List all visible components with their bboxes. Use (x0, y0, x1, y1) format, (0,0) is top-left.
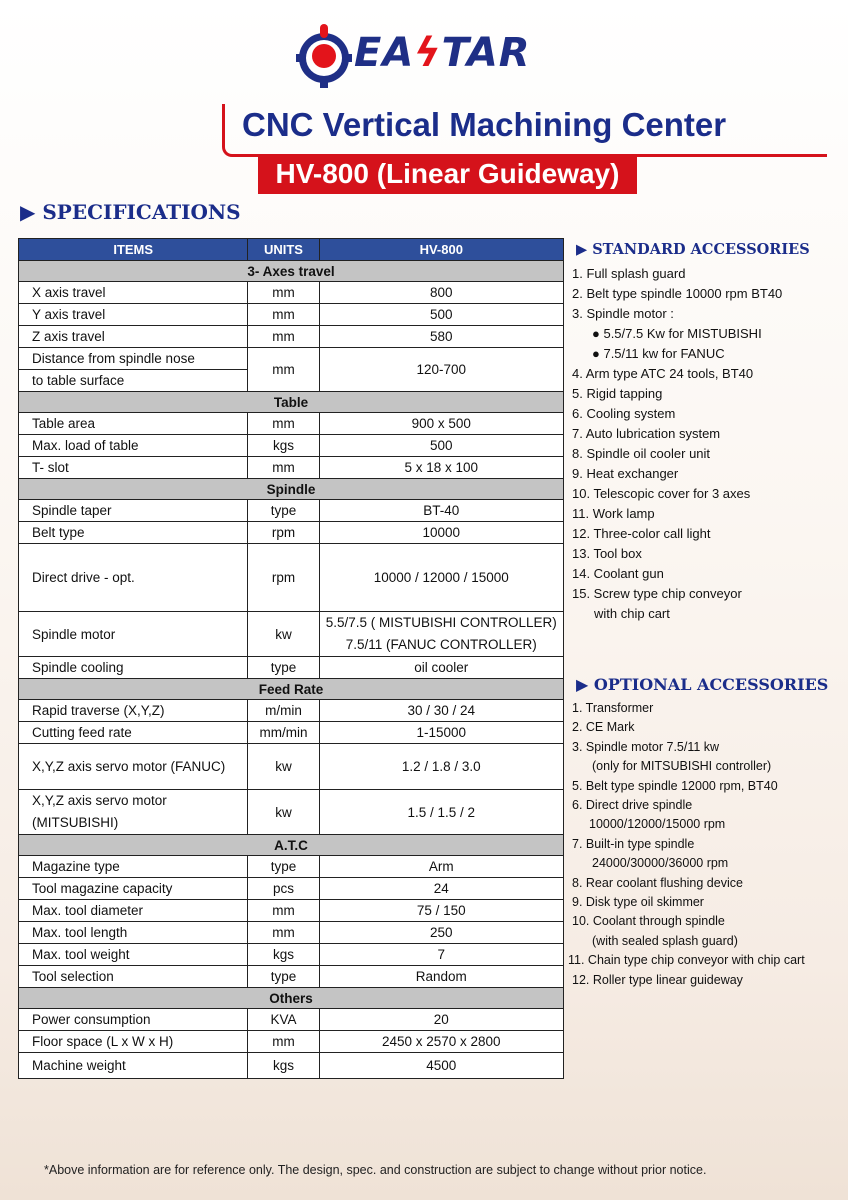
section-row: Table (19, 392, 564, 413)
table-row: Max. tool weight kgs 7 (19, 944, 564, 966)
optional-accessories-list (568, 699, 805, 990)
triangle-bullet-icon: ▶ (576, 675, 594, 694)
list-item: 3. Spindle motor : (572, 306, 674, 321)
table-row: Y axis travel mm 500 (19, 304, 564, 326)
list-item: 10. Coolant through spindle (572, 914, 725, 929)
list-item: (with sealed splash guard) (592, 933, 738, 948)
list-item: 7. Auto lubrication system (572, 426, 721, 441)
section-row: Others (19, 988, 564, 1009)
table-row: Floor space (L x W x H) mm 2450 x 2570 x 2800 (19, 1031, 564, 1053)
section-row: Spindle (19, 479, 564, 500)
table-row: Direct drive - opt. rpm 10000 / 12000 / 15000 (19, 544, 564, 612)
list-item: 5. Belt type spindle 12000 rpm, BT40 (572, 778, 778, 793)
section-row: A.T.C (19, 835, 564, 856)
list-item: 8. Rear coolant flushing device (572, 875, 743, 890)
table-row: Machine weight kgs 4500 (19, 1053, 564, 1079)
table-row: Max. tool diameter mm 75 / 150 (19, 900, 564, 922)
section-row: 3- Axes travel (19, 261, 564, 282)
list-item: 6. Direct drive spindle (572, 798, 693, 813)
logo-text-left: EA (354, 30, 415, 76)
triangle-bullet-icon: ▶ (20, 200, 43, 224)
table-row: Spindle taper type BT-40 (19, 500, 564, 522)
table-row: Belt type rpm 10000 (19, 522, 564, 544)
header-items: ITEMS (19, 239, 248, 261)
table-row: X,Y,Z axis servo motor (MITSUBISHI) kw 1.5 / 1.5 / 2 (19, 790, 564, 835)
table-row: Spindle cooling type oil cooler (19, 657, 564, 679)
table-row: X,Y,Z axis servo motor (FANUC) kw 1.2 / 1.8 / 3.0 (19, 744, 564, 790)
gear-mascot-icon (296, 20, 352, 90)
list-item: 2. CE Mark (572, 720, 635, 735)
table-row: Power consumption KVA 20 (19, 1009, 564, 1031)
list-item: 2. Belt type spindle 10000 rpm BT40 (572, 286, 783, 301)
model-banner: HV-800 (Linear Guideway) (258, 154, 637, 194)
header-units: UNITS (248, 239, 319, 261)
table-row: Spindle motor kw 5.5/7.5 ( MISTUBISHI CONTROLLER) 7.5/11 (FANUC CONTROLLER) (19, 612, 564, 657)
list-item: 3. Spindle motor 7.5/11 kw (572, 739, 720, 754)
specifications-heading: ▶ SPECIFICATIONS (20, 200, 241, 224)
list-item: 10. Telescopic cover for 3 axes (572, 486, 751, 501)
list-item: 9. Heat exchanger (572, 466, 679, 481)
standard-accessories-heading: ▶ STANDARD ACCESSORIES (576, 241, 810, 258)
list-item: 7. Built-in type spindle (572, 836, 695, 851)
list-item: 12. Three-color call light (572, 526, 711, 541)
list-item: (only for MITSUBISHI controller) (592, 759, 772, 774)
lightning-bolt-icon: ϟ (414, 30, 442, 76)
table-row: Magazine type type Arm (19, 856, 564, 878)
logo-text-right: TAR (441, 30, 531, 76)
list-item: 4. Arm type ATC 24 tools, BT40 (572, 366, 754, 381)
table-row: Table area mm 900 x 500 (19, 413, 564, 435)
list-item: 9. Disk type oil skimmer (572, 895, 704, 910)
list-item: ● 5.5/7.5 Kw for MISTUBISHI (592, 326, 762, 341)
table-row: Max. load of table kgs 500 (19, 435, 564, 457)
list-item: 24000/30000/36000 rpm (592, 856, 729, 871)
list-item: 1. Transformer (572, 701, 654, 715)
header-model: HV-800 (319, 239, 563, 261)
list-item: 14. Coolant gun (572, 566, 664, 581)
table-row: T- slot mm 5 x 18 x 100 (19, 457, 564, 479)
list-item: 15. Screw type chip conveyor (572, 586, 742, 601)
table-row: Max. tool length mm 250 (19, 922, 564, 944)
list-item: 6. Cooling system (572, 406, 676, 421)
section-row: Feed Rate (19, 679, 564, 700)
table-row: Rapid traverse (X,Y,Z) m/min 30 / 30 / 24 (19, 700, 564, 722)
table-row: Tool magazine capacity pcs 24 (19, 878, 564, 900)
triangle-bullet-icon: ▶ (576, 241, 593, 258)
specifications-table (18, 238, 564, 1079)
disclaimer-footer: *Above information are for reference only. The design, spec. and construction are subject to change without prior notice. (44, 1163, 707, 1177)
list-item: 11. Work lamp (572, 506, 655, 521)
list-item: 12. Roller type linear guideway (572, 972, 743, 987)
table-row: X axis travel mm 800 (19, 282, 564, 304)
table-row: Z axis travel mm 580 (19, 326, 564, 348)
list-item: 8. Spindle oil cooler unit (572, 446, 711, 461)
standard-accessories-list (572, 264, 782, 624)
list-item: 1. Full splash guard (572, 266, 686, 281)
list-item: with chip cart (594, 606, 670, 621)
table-header-row (19, 239, 564, 261)
table-row: Tool selection type Random (19, 966, 564, 988)
optional-accessories-heading: ▶ OPTIONAL ACCESSORIES (576, 675, 829, 694)
table-row: Cutting feed rate mm/min 1-15000 (19, 722, 564, 744)
list-item: 13. Tool box (572, 546, 642, 561)
table-row: Distance from spindle nose to table surface mm 120-700 (19, 348, 564, 392)
eastar-logo (296, 20, 556, 92)
list-item: 5. Rigid tapping (572, 386, 663, 401)
list-item: 10000/12000/15000 rpm (589, 817, 726, 832)
list-item: ● 7.5/11 kw for FANUC (592, 346, 725, 361)
page-title: CNC Vertical Machining Center (242, 106, 727, 143)
list-item: 11. Chain type chip conveyor with chip cart (568, 953, 805, 968)
